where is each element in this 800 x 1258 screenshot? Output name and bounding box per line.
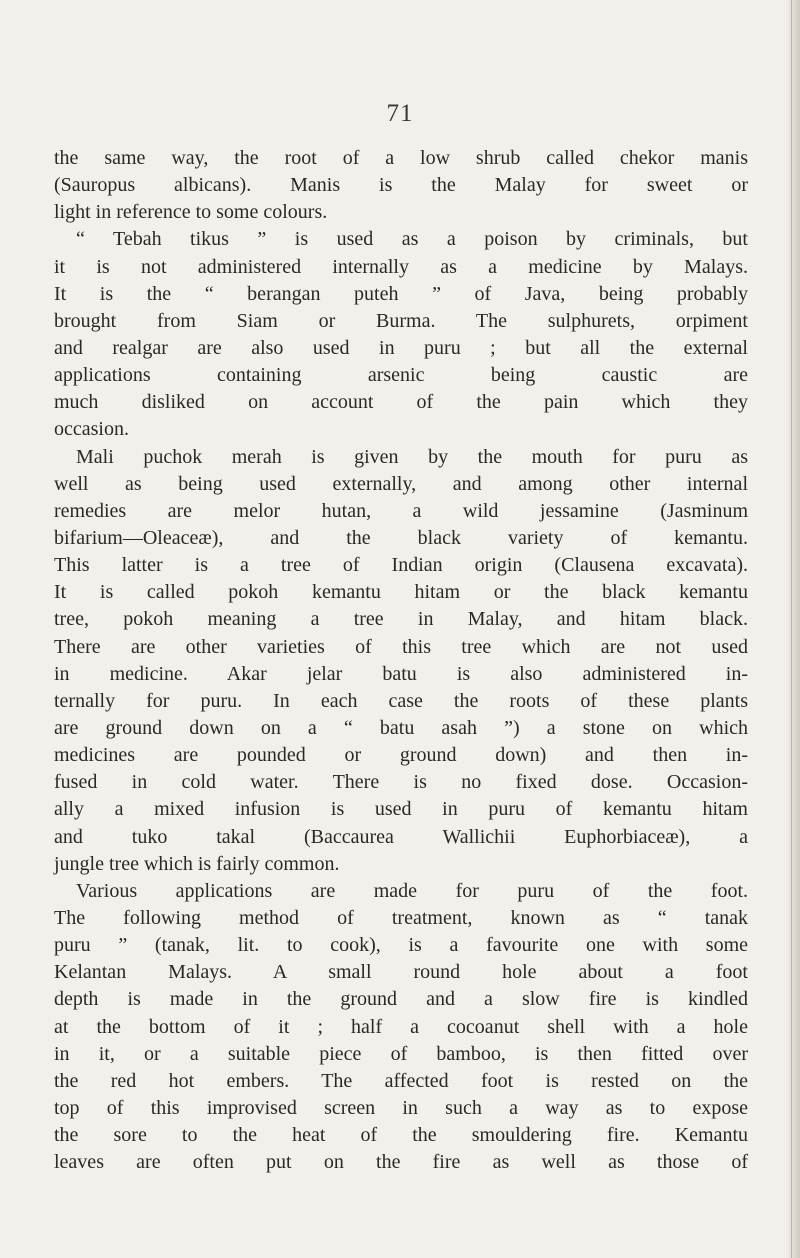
- text-line: light in reference to some colours.: [54, 201, 328, 224]
- body-text: [54, 145, 748, 1176]
- text-line: jungle tree which is fairly common.: [54, 852, 340, 875]
- text-line: It is the “ berangan puteh ” of Java, being probably: [54, 282, 748, 305]
- text-line: The following method of treatment, known as “ tanak: [54, 906, 748, 929]
- text-line: “ Tebah tikus ” is used as a poison by criminals, but: [76, 228, 748, 251]
- text-line: the sore to the heat of the smouldering fire. Kemantu: [54, 1124, 748, 1147]
- text-line: There are other varieties of this tree which are not used: [54, 635, 748, 658]
- text-line: the same way, the root of a low shrub called chekor manis: [54, 147, 748, 169]
- text-line: This latter is a tree of Indian origin (Clausena excavata).: [54, 554, 748, 577]
- text-line: the red hot embers. The affected foot is rested on the: [54, 1069, 748, 1092]
- text-line: tree, pokoh meaning a tree in Malay, and hitam black.: [54, 608, 748, 631]
- text-line: at the bottom of it ; half a cocoanut shell with a hole: [54, 1015, 748, 1038]
- text-line: Kelantan Malays. A small round hole about a foot: [54, 961, 748, 984]
- text-line: brought from Siam or Burma. The sulphurets, orpiment: [54, 309, 748, 332]
- text-line: (Sauropus albicans). Manis is the Malay for sweet or: [54, 174, 748, 197]
- text-line: puru ” (tanak, lit. to cook), is a favourite one with some: [54, 934, 748, 957]
- text-line: fused in cold water. There is no fixed dose. Occasion-: [54, 771, 748, 794]
- text-line: applications containing arsenic being caustic are: [54, 364, 748, 387]
- text-line: in it, or a suitable piece of bamboo, is then fitted over: [54, 1042, 748, 1065]
- text-line: are ground down on a “ batu asah ”) a stone on which: [54, 716, 748, 739]
- text-line: medicines are pounded or ground down) and then in-: [54, 744, 748, 767]
- text-line: Various applications are made for puru of the foot.: [76, 879, 748, 902]
- page-number: 71: [386, 100, 414, 127]
- text-line: It is called pokoh kemantu hitam or the black kemantu: [54, 581, 748, 604]
- page-edge-shadow: [786, 0, 800, 1258]
- text-line: it is not administered internally as a medicine by Malays.: [54, 255, 748, 278]
- text-line: in medicine. Akar jelar batu is also administered in-: [54, 662, 748, 685]
- text-line: depth is made in the ground and a slow fire is kindled: [54, 988, 748, 1011]
- text-line: remedies are melor hutan, a wild jessamine (Jasminum: [54, 499, 748, 522]
- text-line: Mali puchok merah is given by the mouth for puru as: [76, 445, 748, 468]
- text-line: much disliked on account of the pain which they: [54, 391, 748, 414]
- text-line: leaves are often put on the fire as well as those of: [54, 1151, 748, 1174]
- page-edge-line: [791, 0, 792, 1258]
- text-line: occasion.: [54, 418, 129, 441]
- text-line: and realgar are also used in puru ; but all the external: [54, 336, 748, 359]
- text-line: bifarium—Oleaceæ), and the black variety of kemantu.: [54, 526, 748, 549]
- text-line: ally a mixed infusion is used in puru of kemantu hitam: [54, 798, 748, 821]
- text-line: and tuko takal (Baccaurea Wallichii Euphorbiaceæ), a: [54, 825, 748, 848]
- text-line: ternally for puru. In each case the roots of these plants: [54, 689, 748, 712]
- text-line: top of this improvised screen in such a way as to expose: [54, 1096, 748, 1119]
- text-line: well as being used externally, and among other internal: [54, 472, 748, 495]
